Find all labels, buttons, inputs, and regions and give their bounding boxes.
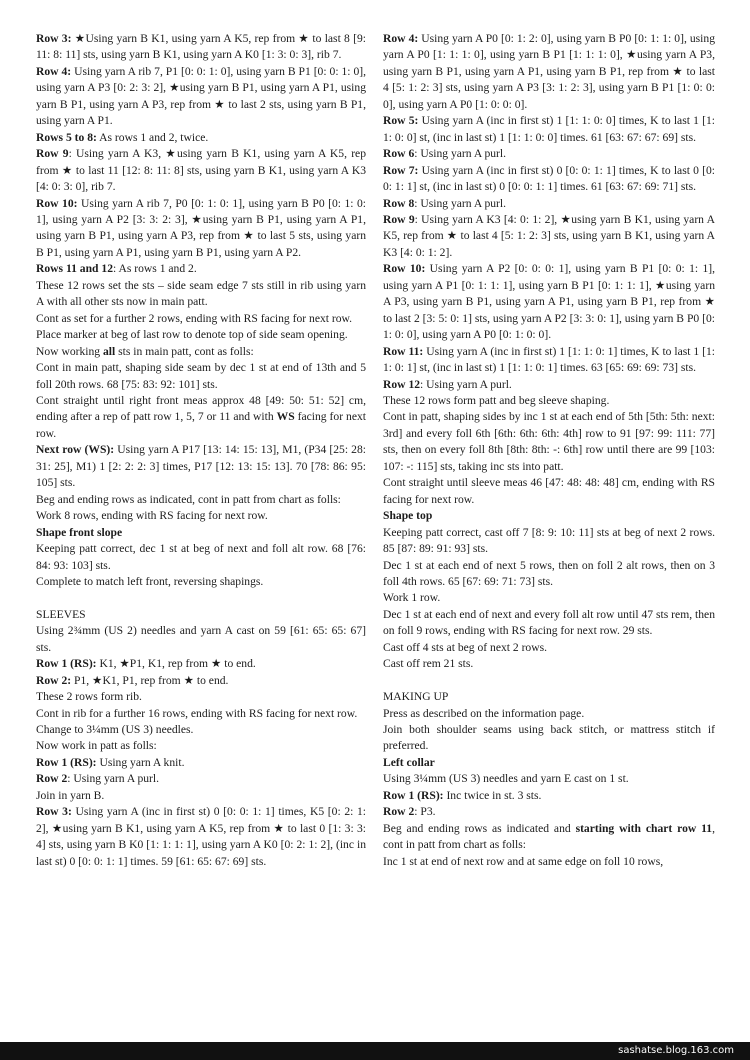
instruction-paragraph — [36, 261, 366, 277]
instruction-paragraph — [36, 689, 366, 705]
instruction-paragraph — [36, 64, 366, 130]
row-label: Row 11: — [383, 344, 424, 358]
instruction-text: facing for next row. — [36, 410, 366, 440]
instruction-paragraph — [383, 508, 715, 524]
instruction-paragraph — [36, 442, 366, 491]
instruction-text: Using yarn A P0 [0: 1: 2: 0], using yarn B P0 [0: 1: 1: 0], using yarn A P0 [1: 1: 1: 0], using yarn B P1 [1: 1: 1: 0], ★using yarn A P3, using yarn B P1, using yarn A P1, using yarn B P1, rep from ★ to last 4 [5: 1: 2: 3] sts, using yarn A P3 [3: 1: 2: 3], using yarn B P1 [1: 0: 0: 0], using yarn A P0 [1: 0: 0: 0]. — [383, 32, 715, 111]
instruction-text: Join in yarn B. — [36, 788, 105, 802]
instruction-text: Place marker at beg of last row to denote top of side seam opening. — [36, 328, 348, 342]
instruction-text: Join both shoulder seams using back stitch, or mattress stitch if preferred. — [383, 723, 715, 753]
row-label: Row 2 — [36, 772, 68, 786]
instruction-paragraph — [383, 590, 715, 606]
instruction-text: Keeping patt correct, cast off 7 [8: 9: 10: 11] sts at beg of next 2 rows. 85 [87: 89: 91: 93] sts. — [383, 525, 715, 556]
row-label: Rows 11 and 12 — [36, 262, 113, 276]
instruction-text: : As rows 1 and 2. — [113, 262, 197, 276]
instruction-text: Beg and ending rows as indicated and — [383, 821, 576, 835]
instruction-text: Cont straight until sleeve meas 46 [47: 48: 48: 48] cm, ending with RS facing for next row. — [383, 476, 715, 506]
instruction-text: : Using yarn A K3, ★using yarn B K1, using yarn A K5, rep from ★ to last 11 [12: 8: 11: 8] sts, using yarn B K1, using yarn A K3 [4: 0: 3: 0], rib 7. — [36, 147, 366, 194]
row-label: Shape top — [383, 509, 433, 523]
instruction-text: Cast off 4 sts at beg of next 2 rows. — [383, 640, 548, 654]
instruction-text: sts in main patt, cont as folls: — [115, 344, 254, 358]
instruction-paragraph — [383, 113, 715, 146]
instruction-paragraph — [36, 525, 366, 541]
row-label: Row 4: — [36, 64, 72, 78]
instruction-text: : Using yarn A purl. — [420, 377, 512, 391]
instruction-text: Complete to match left front, reversing shapings. — [36, 574, 264, 588]
row-label: Row 10: — [383, 262, 426, 276]
instruction-paragraph — [383, 261, 715, 343]
row-label: Shape front slope — [36, 525, 123, 539]
instruction-text: , cont in patt from chart as folls: — [383, 821, 715, 852]
instruction-text: Cont in main patt, shaping side seam by dec 1 st at end of 13th and 5 foll 20th rows. 68 [75: 83: 92: 101] sts. — [36, 361, 366, 391]
instruction-text: Change to 3¼mm (US 3) needles. — [36, 723, 194, 737]
instruction-paragraph — [36, 130, 366, 146]
instruction-paragraph — [383, 409, 715, 475]
instruction-paragraph — [36, 607, 366, 623]
instruction-paragraph — [36, 656, 366, 672]
instruction-paragraph — [383, 821, 715, 854]
emphasis-text: all — [102, 344, 116, 358]
instruction-paragraph — [36, 492, 366, 508]
instruction-paragraph — [36, 327, 366, 343]
instruction-text: K1, ★P1, K1, rep from ★ to end. — [96, 657, 256, 671]
instruction-paragraph — [36, 738, 366, 754]
instruction-text: Cont in rib for a further 16 rows, ending with RS facing for next row. — [36, 706, 358, 720]
instruction-paragraph — [36, 722, 366, 738]
row-label: Row 12 — [383, 377, 421, 391]
instruction-paragraph — [383, 689, 715, 705]
row-label: Row 4: — [383, 32, 419, 45]
instruction-text: Cont as set for a further 2 rows, ending with RS facing for next row. — [36, 311, 353, 325]
instruction-paragraph — [36, 788, 366, 804]
instruction-text: : Using yarn A K3 [4: 0: 1: 2], ★using yarn B K1, using yarn A K5, rep from ★ to last 4 [5: 1: 2: 3] sts, using yarn B K1, using yarn A K3 [4: 0: 1: 2]. — [383, 212, 715, 259]
instruction-paragraph — [383, 854, 715, 870]
instruction-text: Using yarn A (inc in first st) 1 [1: 1: 0: 0] times, K to last 1 [1: 1: 0: 0] st, (inc in last st) 1 [1: 1: 0: 0] times. 61 [63: 67: 67: 69] sts. — [383, 114, 715, 144]
instruction-text: Using yarn A (inc in first st) 1 [1: 1: 0: 1] times, K to last 1 [1: 1: 0: 1] st, (inc in last st) 1 [1: 1: 0: 1] times. 63 [65: 69: 69: 73] sts. — [383, 344, 715, 375]
instruction-paragraph — [383, 771, 715, 787]
instruction-text: Using yarn A (inc in first st) 0 [0: 0: 1: 1] times, K to last 0 [0: 0: 1: 1] st, (inc in last st) 0 [0: 0: 1: 1] times. 61 [63: 67: 69: 71] sts. — [383, 163, 715, 194]
row-label: Row 5: — [383, 114, 419, 128]
row-label: Row 10: — [36, 196, 78, 210]
instruction-text: Dec 1 st at each end of next 5 rows, then on foll 2 alt rows, then on 3 foll 4th rows. 65 [67: 69: 71: 73] sts. — [383, 558, 715, 588]
watermark-bar — [0, 1042, 750, 1060]
row-label: Left collar — [383, 755, 435, 769]
instruction-text: Using 3¼mm (US 3) needles and yarn E cast on 1 st. — [383, 772, 629, 786]
instruction-text: Now working — [36, 344, 103, 358]
row-label: Row 1 (RS): — [36, 657, 97, 671]
instruction-text: Using yarn A rib 7, P1 [0: 0: 1: 0], using yarn B P1 [0: 0: 1: 0], using yarn A P3 [0: 2: 3: 2], ★using yarn B P1, using yarn A P1, using yarn B P1, using yarn A P3, rep from ★ to last 2 sts, using yarn B P1, using yarn A P1. — [36, 64, 366, 128]
instruction-paragraph — [36, 804, 366, 870]
instruction-paragraph — [383, 722, 715, 755]
instruction-paragraph — [36, 393, 366, 442]
instruction-paragraph — [383, 377, 715, 393]
instruction-paragraph — [383, 163, 715, 196]
row-label: Next row (WS): — [36, 443, 115, 457]
instruction-paragraph — [383, 607, 715, 640]
left-column — [36, 31, 366, 870]
instruction-paragraph — [36, 360, 366, 393]
instruction-paragraph — [383, 640, 715, 656]
instruction-text: Using yarn A P17 [13: 14: 15: 13], M1, (P34 [25: 28: 31: 25], M1) 1 [2: 2: 2: 3] times, P17 [12: 13: 15: 13]. 70 [78: 86: 95: 105] sts. — [36, 443, 366, 490]
instruction-paragraph — [383, 196, 715, 212]
row-label: Row 2 — [383, 805, 415, 819]
instruction-text: : Using yarn A purl. — [414, 147, 507, 161]
row-label: Row 9 — [36, 147, 69, 161]
instruction-paragraph — [383, 212, 715, 261]
instruction-paragraph — [36, 311, 366, 327]
row-label: Row 9 — [383, 212, 415, 226]
instruction-text: MAKING UP — [383, 690, 449, 704]
instruction-text: Cast off rem 21 sts. — [383, 657, 474, 671]
emphasis-text: starting with chart row 11 — [575, 821, 713, 835]
instruction-paragraph — [36, 541, 366, 574]
row-label: Row 1 (RS): — [36, 755, 97, 769]
emphasis-text: WS — [276, 410, 295, 424]
instruction-paragraph — [383, 656, 715, 672]
instruction-text: Using yarn A (inc in first st) 0 [0: 0: 1: 1] times, K5 [0: 2: 1: 2], ★using yarn B K1, using yarn A K5, rep from ★ to last 0 [1: 3: 3: 4] sts, using yarn B K0 [1: 1: 1: 1], using yarn A K0 [0: 2: 1: 2], (inc in last st) 0 [0: 0: 1: 1] times. 59 [61: 65: 67: 69] sts. — [36, 805, 366, 868]
instruction-paragraph — [383, 788, 715, 804]
instruction-paragraph — [36, 196, 366, 262]
instruction-text: : Using yarn A purl. — [414, 196, 507, 210]
row-label: Row 6 — [383, 147, 415, 161]
instruction-paragraph — [383, 706, 715, 722]
instruction-paragraph — [36, 278, 366, 311]
instruction-text: Using yarn A P2 [0: 0: 0: 1], using yarn B P1 [0: 0: 1: 1], using yarn A P1 [0: 1: 1: 1], using yarn B P1 [0: 1: 1: 1], ★using yarn A P3, using yarn B P1, using yarn A P1, using yarn B P1, rep from ★ to last 2 [3: 5: 0: 1] sts, using yarn A P2 [3: 3: 0: 1], using yarn B P0 [0: 1: 0: 0], using yarn A P0 [0: 1: 0: 0]. — [383, 262, 715, 342]
instruction-paragraph — [36, 623, 366, 656]
instruction-text: Work 8 rows, ending with RS facing for next row. — [36, 509, 268, 523]
instruction-text: Using 2¾mm (US 2) needles and yarn A cast on 59 [61: 65: 65: 67] sts. — [36, 624, 366, 654]
row-label: Rows 5 to 8: — [36, 130, 97, 144]
instruction-text: Using yarn A knit. — [96, 755, 185, 769]
instruction-paragraph — [383, 558, 715, 591]
row-label: Row 3: — [36, 805, 72, 819]
instruction-paragraph — [383, 393, 715, 409]
instruction-text: Beg and ending rows as indicated, cont in patt from chart as folls: — [36, 492, 341, 506]
instruction-paragraph — [383, 146, 715, 162]
instruction-paragraph — [36, 706, 366, 722]
instruction-text: Cont in patt, shaping sides by inc 1 st at each end of 5th [5th: 5th: next: 3rd] and every foll 6th [6th: 6th: 6th: 4th] row to 91 [97: 99: 111: 77] sts, then on every foll 8th [8th: 8th: -: 6th] row until there are 99 [103: 107: -: 115] sts, taking inc sts into patt. — [383, 410, 715, 473]
instruction-text: Now work in patt as folls: — [36, 739, 157, 753]
instruction-paragraph — [383, 755, 715, 771]
instruction-paragraph — [36, 771, 366, 787]
instruction-text: Using yarn A rib 7, P0 [0: 1: 0: 1], using yarn B P0 [0: 1: 0: 1], using yarn A P2 [3: 3: 2: 3], ★using yarn B P1, using yarn A P1, using yarn B P1, using yarn A P3, rep from ★ to last 5 sts, using yarn B P1, using yarn A P1, using yarn B P1, using yarn A P2. — [36, 196, 366, 259]
instruction-text: ★Using yarn B K1, using yarn A K5, rep from ★ to last 8 [9: 11: 8: 11] sts, using yarn B K1, using yarn A K0 [1: 3: 0: 3], rib 7. — [36, 32, 366, 62]
instruction-text: : P3. — [414, 805, 436, 819]
instruction-text: These 2 rows form rib. — [36, 690, 142, 704]
instruction-paragraph — [36, 344, 366, 360]
instruction-text: These 12 rows set the sts – side seam edge 7 sts still in rib using yarn A with all other sts now in main patt. — [36, 278, 366, 309]
instruction-text: : Using yarn A purl. — [67, 772, 160, 786]
instruction-text: Dec 1 st at each end of next and every foll alt row until 47 sts rem, then on foll 9 rows, ending with RS facing for next row. 29 sts. — [383, 607, 715, 638]
row-label: Row 3: — [36, 32, 72, 45]
right-column — [383, 31, 715, 870]
row-label: Row 2: — [36, 673, 72, 687]
instruction-text: P1, ★K1, P1, rep from ★ to end. — [71, 673, 229, 687]
instruction-paragraph — [36, 755, 366, 771]
row-label: Row 1 (RS): — [383, 788, 444, 802]
instruction-text: These 12 rows form patt and beg sleeve shaping. — [383, 393, 610, 407]
paragraph-gap — [36, 590, 366, 606]
instruction-text: SLEEVES — [36, 607, 86, 621]
instruction-paragraph — [383, 344, 715, 377]
instruction-paragraph — [383, 475, 715, 508]
instruction-text: Keeping patt correct, dec 1 st at beg of next and foll alt row. 68 [76: 84: 93: 103] sts. — [36, 542, 366, 572]
instruction-paragraph — [36, 673, 366, 689]
instruction-text: As rows 1 and 2, twice. — [96, 130, 209, 144]
instruction-paragraph — [383, 804, 715, 820]
instruction-text: Work 1 row. — [383, 591, 441, 605]
instruction-text: Inc 1 st at end of next row and at same edge on foll 10 rows, — [383, 854, 664, 868]
instruction-paragraph — [36, 508, 366, 524]
instruction-text: Inc twice in st. 3 sts. — [443, 788, 542, 802]
watermark-text: sashatse.blog.163.com — [618, 1045, 734, 1056]
instruction-paragraph — [36, 574, 366, 590]
instruction-paragraph — [383, 31, 715, 113]
instruction-text: Press as described on the information page. — [383, 706, 585, 720]
instruction-paragraph — [36, 31, 366, 64]
instruction-paragraph — [383, 525, 715, 558]
instruction-text: Cont straight until right front meas approx 48 [49: 50: 51: 52] cm, ending after a rep of patt row 1, 5, 7 or 11 and with — [36, 393, 366, 424]
instruction-paragraph — [36, 146, 366, 195]
row-label: Row 8 — [383, 196, 415, 210]
row-label: Row 7: — [383, 163, 419, 177]
paragraph-gap — [383, 673, 715, 689]
